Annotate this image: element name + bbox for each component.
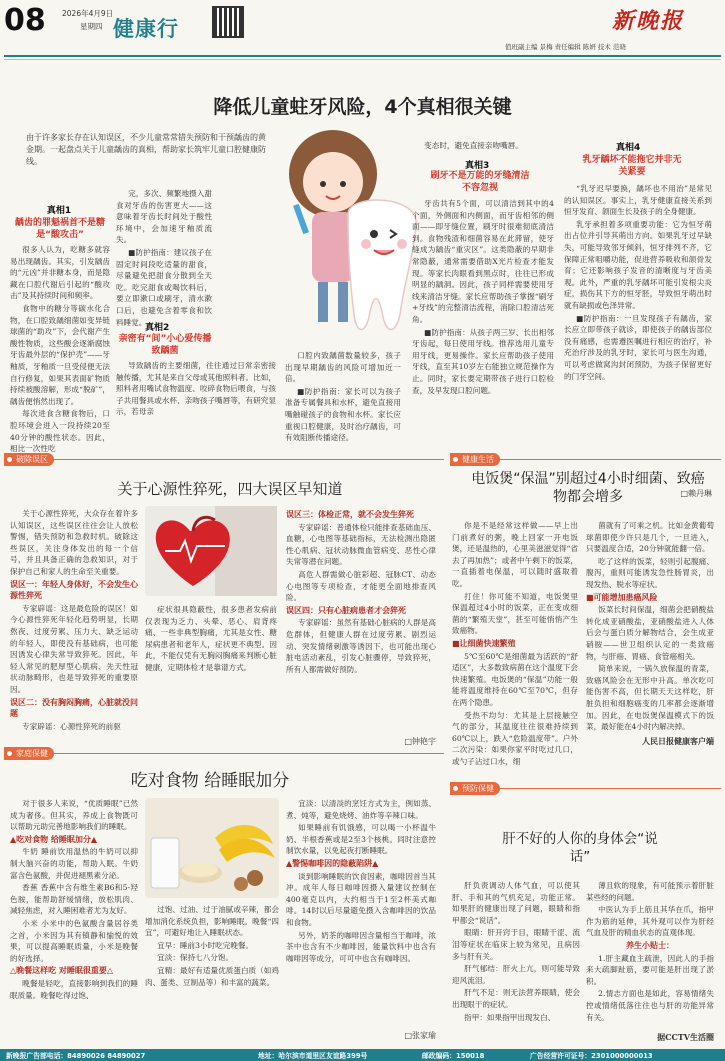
paragraph: 专家辟谣：虽然有基础心脏病的人群是高危群体，但健康人群在过度劳累、剧烈运动、突发情绪刺激等诱因下，也可能出现心脏电活动紊乱，引发心脏骤停，导致猝死，所有人都需做好预防。	[286, 618, 436, 674]
prevention-tip: ■防护指南：一旦发现孩子有龋齿，家长应立即带孩子就诊，即使孩子的龋齿部位没有痛感，也需遵医嘱进行相应的治疗，补充治疗涉及的乳牙时，家长可与医生沟通，可以考虑做窝沟封闭预防，为孩子保留更好的门牙空间。	[564, 313, 712, 381]
paragraph: 宜精：最好有适量优质蛋白质（如鸡肉、蛋类、豆制品等）和丰富的蔬菜。	[145, 965, 279, 987]
paragraph: 宜淡：保持七八分饱。	[157, 953, 234, 963]
paragraph: 眼睛：肝开窍于目，眼睛干涩、流泪等症状在临床上较为常见，且病因多与肝有关。	[452, 928, 580, 961]
section-tag: 健康生活	[450, 453, 500, 466]
girl-tooth-illustration	[278, 124, 418, 350]
paragraph: 肝负责调动人体气血，可以使其肝、手和其的气机充足，功能正常。如果肝的健康出现了问题，眼睛和指甲都会“说话”。	[452, 881, 580, 925]
section-rule	[4, 753, 444, 754]
paragraph: 专家辟谣：这是最危险的误区！如今心源性猝死年轻化趋势明显，长期熬夜、过度劳累、压力大、缺乏运动的年轻人，即使没有基础病，也可能因诱发心律失常导致猝死。因此，年轻人常见的肥厚型心肌病、先天性冠状动脉畸形，也是导致猝死的重要原因。	[10, 603, 138, 694]
article1-author: □赖丹琳	[680, 489, 712, 498]
paragraph: 指甲：如果指甲出现发白、	[464, 1012, 556, 1022]
paragraph: 香蕉 香蕉中含有维生素B6和5-羟色胺，能帮助舒缓情绪，放松肌肉、减轻焦虑，对入睡困难者尤为友好。	[10, 883, 138, 916]
paragraph: 专家辟谣：普通体检只能排查基础血压、血糖，心电图等基础指标，无法检测出隐匿性心肌病、冠状动脉微血管病变、恶性心律失常等潜在问题。	[286, 522, 436, 567]
myth-heading: 误区二：没有胸闷胸痛，心脏就没问题	[10, 697, 138, 719]
truth3-subtitle: 刷牙不是万能的牙缝清洁不容忽视	[430, 171, 530, 193]
truth4-subtitle: 乳牙龋坏不能拖它并非无关紧要	[582, 155, 682, 177]
truth2-subtitle: 亲密有“间”小心爱传播致龋菌	[118, 334, 212, 356]
food-illustration	[145, 798, 279, 898]
subheading: 养生小贴士：	[626, 940, 674, 950]
subheading: ■可能增加患癌风险	[586, 592, 658, 602]
paragraph: 谈到影响睡眠的饮食因素，咖啡因首当其冲。成年人每日咖啡因摄入量建议控制在400毫克以内，大约相当于1至2杯美式咖啡。14时以后尽量避免摄入含咖啡因的饮品和食物。	[286, 871, 436, 927]
sleep-col1	[10, 798, 138, 1046]
article4-title: 吃对食物 给睡眠加分	[130, 771, 290, 791]
paragraph: 专家辟谣：心源性猝死的前驱	[22, 721, 121, 731]
prevention-tip: ■防护指南：建议孩子在固定时间段吃适量的甜食，尽量避免把甜食分散到全天吃。吃完甜食或喝饮料后，要立即漱口或刷牙，清水漱口后，也避免含着零食和饮料睡觉。	[116, 247, 212, 327]
page-number: 08	[4, 3, 46, 38]
article2-title: 关于心源性猝死，四大误区早知道	[117, 480, 343, 498]
myth-heading: 误区一：年轻人身体好，不会发生心源性猝死	[10, 579, 138, 601]
footer-zip: 邮政编码：150018	[422, 1052, 485, 1060]
truth1-subtitle: 龋齿的罪魁祸首不是糖是“酸攻击”	[14, 218, 105, 240]
footer-ads: 新晚报广告部电话：84890026 84890027	[6, 1052, 146, 1060]
section-tag: 预防保健	[450, 782, 500, 795]
paragraph: 高危人群需做心脏彩超、冠脉CT、动态心电图等专项检查，才能更全面地排查风险。	[286, 569, 436, 603]
section-tag: 家庭保健	[4, 747, 54, 760]
truth2-label: 真相2	[145, 323, 170, 333]
truth1-label: 真相1	[46, 206, 72, 216]
paragraph: 晚餐是轻吃，直接影响到我们的睡眠质量。晚餐吃得过饱、	[10, 978, 138, 1000]
paragraph: 很多人认为，吃糖多就容易出现龋齿。其实，引发龋齿的“元凶”并非糖本身，而是隐藏在口腔代谢后引起的“酸攻击”及其持续时间和频率。	[10, 245, 110, 301]
article4-author: □张家瑜	[404, 1031, 436, 1040]
paragraph: 打住！你可能不知道，电饭煲里保温超过4小时的饭菜，正在变成细菌的“繁殖天堂”，甚至可能悄悄产生致癌物。	[452, 591, 578, 636]
paragraph: 菌就有了可乘之机。比如金黄葡萄球菌即使少许只是几个，一旦进入，只要温度合适，20分钟就能翻一倍。	[586, 521, 714, 554]
myth-col3	[286, 508, 436, 748]
issue-date: 2026年4月9日	[62, 9, 114, 18]
paragraph: 过饱、过油、过于油腻或辛辣，都会增加消化系统负担，影响睡眠。晚餐“四宜”，可避好地让入睡眠状态。	[145, 905, 279, 938]
section-title: 健康行	[113, 17, 179, 41]
section-rule	[4, 459, 444, 460]
paragraph: 症状很具隐蔽性，很多患者发病前仅表现为乏力、头晕、恶心、肩背疼痛、一些非典型胸痛，尤其是女性、糖尿病患者和老年人，症状更不典型。因此，不能仅凭有无胸闷胸痛来判断心脏健康，定期体检才是靠谱方式。	[145, 605, 277, 672]
col3-top	[412, 140, 554, 154]
paragraph: 吃了这样的饭菜，轻则引起腹痛、腹泻，重则可能诱发急性肠胃炎，出现发热、脱水等症状。	[586, 556, 714, 589]
paragraph: 受热不均匀：尤其是上层接触空气的部分，其温度往往很难持续到60℃以上，跌入“危险温度带”。户外二次污染：如果你家平时吃过几口，或勺子沾过口水，细	[452, 710, 578, 766]
issue-weekday: 星期四	[80, 22, 103, 31]
article5-title: 肝不好的人你的身体会“说话”	[502, 831, 658, 865]
paragraph: “乳牙迟早要换，龋坏也不用治”是常见的认知误区。事实上，乳牙健康直接关系到恒牙发育、颌面生长及孩子的全身健康。	[564, 184, 712, 217]
paragraph: 肝气不足：则无法营养眼睛，使会出现眼干的症状。	[452, 988, 580, 1009]
paragraph: 简单来说，一锅久放保温的青菜，致癌风险会在无形中升高。单次吃可能伤害不高，但长期天天这样吃，肝脏负担和细胞癌变的几率都会逐渐增加。因此，在电饭煲保温模式下的饭菜，最好能在4小时内解决掉。	[586, 664, 714, 732]
masthead-thin-rule	[4, 59, 721, 60]
rice-col2	[586, 520, 714, 746]
health-tip: 1.肝主藏血主疏泄，因此人的手指来大疏脚趾筋，要可能是肝出现了淤积。	[586, 953, 714, 986]
masthead-rule	[4, 55, 721, 57]
paragraph: 宜早：睡前3小时吃完晚餐。	[157, 940, 254, 950]
paragraph: 小米 小米中的色氨酸含量居谷类之首，小米因为其有镇静和愉悦的效果，可以提高睡眠质量，小米是晚餐的好选择。	[10, 918, 138, 963]
masthead-editors: 值班副主编 景梅 责任编辑 陈妍 技术 范晓	[505, 43, 626, 51]
paragraph: 对于很多人来说，“优质睡眠”已然成为奢侈。但其实，养成上食物既可以帮助元助完善地影响我们的睡眠。	[10, 799, 138, 832]
myth-col1	[10, 508, 138, 748]
liver-col1	[452, 880, 580, 1048]
paragraph: 另外，奶茶的咖啡因含量相当于咖啡，浓茶中也含有不少咖啡因，能量饮料中也含有咖啡因等成分，可可中也含有咖啡因。	[286, 930, 436, 963]
paragraph: 你是不是经常这样做——早上出门前煮好的粥，晚上回家一开电饭煲，还是温热的，心里美滋滋觉得“省去了再加热”；或者中午剩下的饭菜，一直插着电保温，可以随时盛取着吃。	[452, 521, 578, 588]
article2-author: □钟艳宇	[404, 737, 436, 746]
paragraph: 关于心源性猝死，大众存在着许多认知误区，这些误区往往会让人放松警惕，错失预防和急救时机。破除这些误区，关注身体发出的每一个信号，并且具备正确的急救知识，对于保护自己和家人的生命至关重要。	[10, 509, 138, 576]
paragraph: 完，多次、频繁地摄入甜食对牙齿的伤害更大——这意味着牙齿长时间处于酸性环境中，会加速牙釉质流失。	[116, 189, 212, 245]
prevention-tip: ■防护指南：从孩子两三岁、长出相邻牙齿起，每日使用牙线。推荐选用儿童专用牙线，更易操作。家长应帮助孩子使用牙线，直至其10岁左右能独立规范操作为止。同时，家长要定期带孩子进行口腔检查，及早发现口腔问题。	[412, 327, 554, 395]
paragraph: 如果睡前有饥饿感，可以喝一小杯温牛奶、半根香蕉或是2至3个核桃。同时注意控制饮水量，以免起夜打断睡眠。	[286, 823, 436, 856]
subheading: △晚餐这样吃 对睡眠很重要△	[10, 966, 114, 976]
masthead-logo: 新晚报	[612, 8, 685, 34]
paragraph: 牛奶 睡前饮用温热的牛奶可以抑制大脑兴奋的功能，帮助入眠。牛奶富含色氨酸，并促进褪黑素分泌。	[10, 847, 138, 880]
liver-col2	[586, 880, 714, 1032]
rice-col1	[452, 520, 578, 766]
paragraph: 中医认为手上筋且其华在爪，指甲作为筋的延伸，其外观可以作为肝经气血及肝的精血状态的直观体现。	[586, 905, 714, 938]
paragraph: 变态时，避免直接亲吻嘴唇。	[424, 141, 523, 150]
subheading: ▲警惕咖啡因的隐蔽陷阱▲	[286, 858, 379, 868]
paragraph: 肝气郁结：肝火上亢，则可能导致迎风流泪。	[452, 964, 580, 985]
paragraph: 牙齿共有5个面，可以清洁到其中的4个面，外侧面和内侧面，而牙齿相邻的侧面——即牙缝位置，刷牙时很难彻底清洁到。食物残渣和细菌容易在此滞留，使牙缝成为龋齿“重灾区”。这类隐蔽的早期非常隐蔽，通常需要借助X光片检查才能发现。等家长肉眼看到黑点时，往往已形成明显的龋洞。因此，孩子同样需要使用牙线来清洁牙缝。家长应帮助孩子掌握“刷牙+牙线”的完整清洁流程，消除口腔清洁死角。	[412, 199, 554, 324]
article1-title: 降低儿童蛀牙风险，4个真相很关键	[213, 96, 512, 118]
qr-code	[212, 6, 244, 38]
paragraph: 口腔内致龋菌数量较多，孩子出现早期龋齿的风险可增加近一倍。	[285, 351, 401, 384]
truth4-label: 真相4	[616, 143, 641, 153]
sleep-col3	[286, 798, 436, 1028]
paragraph: 导致龋齿的主要细菌，往往通过日常亲密接触传播，尤其是来自父母或其他照料者。比如，照料者用嘴试食物温度、咬碎食物后喂食，与孩子共用餐具或水杯、亲吻孩子嘴唇等，有研究显示，若母亲	[116, 361, 276, 417]
paragraph: 饭菜长时间保温，细菌会把硝酸盐转化成亚硝酸盐，亚硝酸盐进入人体后会与蛋白质分解物结合，会生成亚硝胺——世卫组织认定的一类致癌物，与肝癌、胃癌、食管癌相关。	[586, 605, 714, 661]
paragraph: 5℃至60℃是细菌最为活跃的“舒适区”，大多数致病菌在这个温度下会快速繁殖。电饭煲的“保温”功能一般能将温度维持在60℃至70℃，但存在两个隐患。	[452, 651, 578, 707]
prevention-tip: ■防护指南：家长可以为孩子准备专属餐具和水杯，避免直接用嘴触碰孩子的食物和水杯。家长应重视口腔健康，及时治疗龋齿，可有效阻断传播途径。	[285, 386, 401, 443]
truth4-body	[564, 183, 712, 483]
footer-license: 广告经营许可证号：2301000000013	[530, 1052, 653, 1060]
paragraph: 食物中的糖分等碳水化合物，在口腔致龋细菌如变异链球菌的“助攻”下，会代谢产生酸性物质，这些酸会逐渐腐蚀牙齿最外层的“保护壳”——牙釉质，牙釉质一旦受侵便无法自行修复，如果其表面矿物质持续被酸溶解，形成“脱矿”，龋齿便悄然出现了。	[10, 303, 110, 406]
myth-col2	[145, 604, 277, 744]
sleep-col2	[145, 904, 279, 1046]
myth-heading: 误区三：体检正常，就不会发生猝死	[286, 510, 414, 519]
paragraph: 宜淡：以清淡的烹饪方式为主，例如蒸、煮、炖等，避免烧烤、油炸等辛辣口味。	[286, 799, 436, 820]
subheading: ■让细菌快速繁殖	[452, 638, 516, 648]
article3-title: 电饭煲“保温”别超过4小时细菌、致癌物都会增多	[471, 471, 705, 505]
paragraph: 薄且软的现象，有可能预示着肝脏某些经的问题。	[586, 881, 714, 902]
paragraph: 乳牙承担着多项重要功能：它为恒牙萌出占位并引导其萌出方向。如果乳牙过早缺失，可能导致邻牙倾斜，恒牙排列不齐，它保障正常咀嚼功能，促进营养吸收和颌骨发育；它还影响孩子发音的清晰度与牙齿美观。此外，严重的乳牙龋坏可能引发根尖炎症，损伤其下方的恒牙胚，导致恒牙萌出时就有缺损或色泽异常。	[564, 219, 712, 310]
section-tag: 破除误区	[4, 453, 54, 466]
footer-address: 地址：哈尔滨市道里区友谊路399号	[258, 1052, 368, 1060]
article5-source: 据CCTV生活圈	[657, 1032, 714, 1042]
heart-illustration	[145, 506, 277, 596]
article3-source: 人民日报健康客户端	[642, 736, 714, 746]
article1-lead: 由于许多家长存在认知误区，不少儿童常常错失预防和干预龋齿的黄金期。一起盘点关于儿童龋齿的真相，帮助家长筑牢儿童口腔健康防线。	[26, 133, 266, 166]
paragraph: 每次进食含糖食物后，口腔环境会进入一段持续20至40分钟的酸性状态。因此，相比一次性吃	[10, 409, 110, 454]
myth-heading: 误区四：只有心脏病患者才会猝死	[286, 605, 406, 615]
truth3-label: 真相3	[465, 161, 490, 171]
subheading: ▲吃对食物 给睡眠加分▲	[10, 834, 98, 844]
health-tip: 2.情志方面也是如此，容易情绪失控或情绪低落往往也与肝的功能异常有关。	[586, 989, 714, 1022]
